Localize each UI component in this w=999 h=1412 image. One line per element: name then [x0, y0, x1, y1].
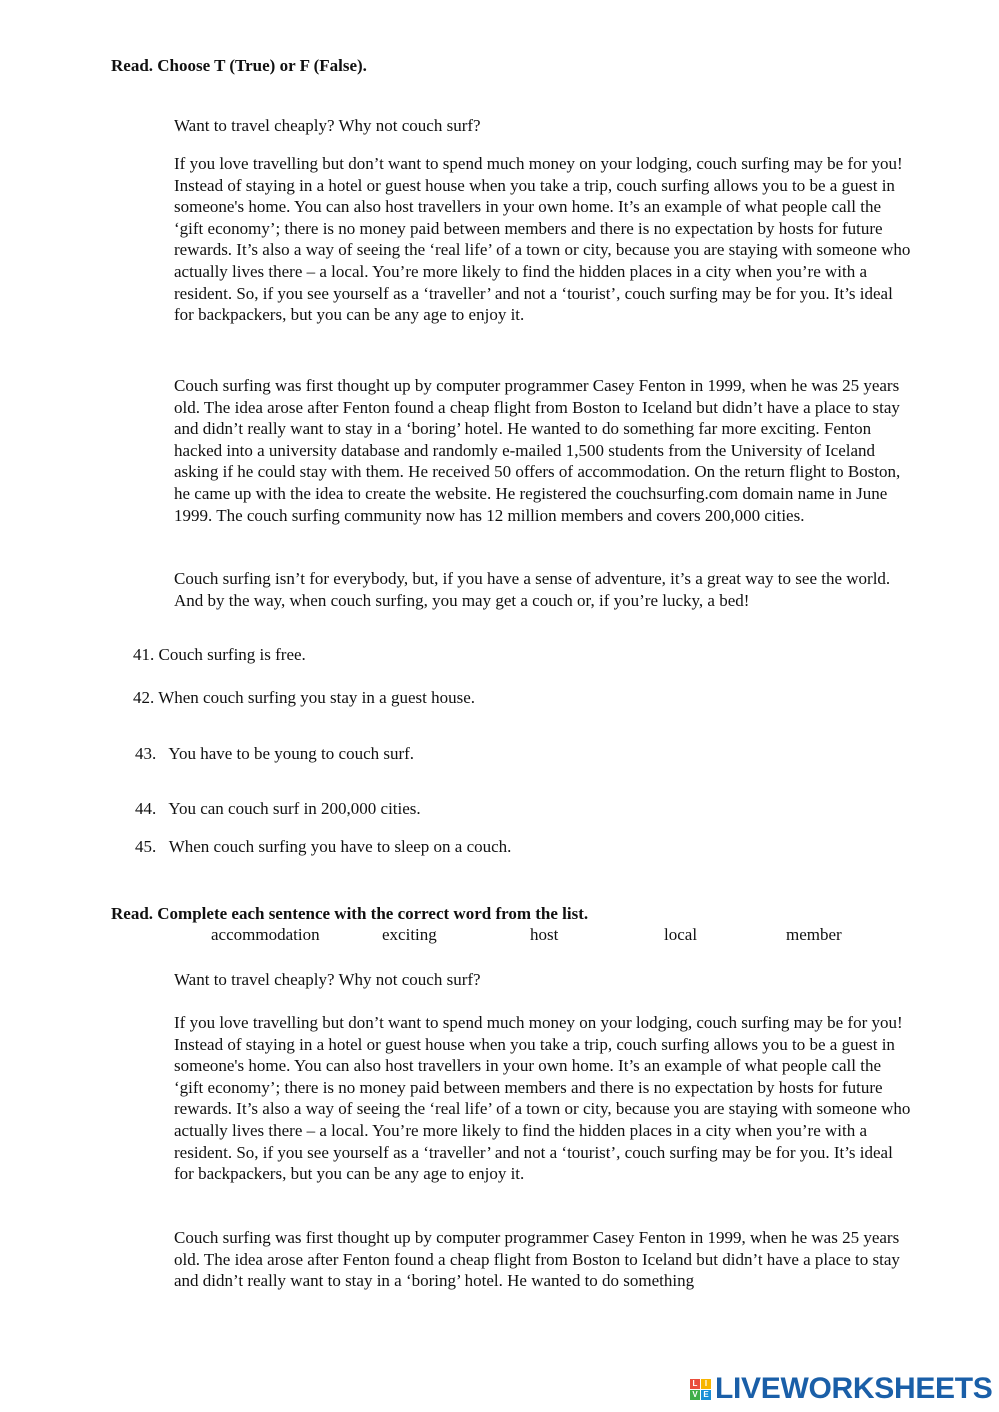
section1-heading: Read. Choose T (True) or F (False). — [111, 56, 367, 75]
word-bank-item: local — [664, 925, 698, 944]
section2-paragraph-1: If you love travelling but don’t want to spend much money on your lodging, couch surfing may be for you! Instead of staying in a hotel or guest house when you take a trip, couch surfing allows you to be a guest in someone's home. You can also host travellers in your own home. It’s an example of what people call the ‘gift economy’; there is no money paid between members and there is no expectation by hosts for future rewards. It’s also a way of seeing the ‘real life’ of a town or city, because you are staying with someone who actually lives there – a local. You’re more likely to find the hidden places in a city when you’re with a resident. So, if you see yourself as a ‘traveller’ and not a ‘tourist’, couch surfing may be for you. It’s ideal for backpackers, but you can be any age to enjoy it. — [174, 1013, 911, 1184]
question-41: 41. Couch surfing is free. — [133, 645, 306, 664]
section2-passage-title: Want to travel cheaply? Why not couch surf? — [174, 970, 481, 989]
section1-paragraph-3: Couch surfing isn’t for everybody, but, if you have a sense of adventure, it’s a great way to see the world. And by the way, when couch surfing, you may get a couch or, if you’re lucky, a bed! — [174, 569, 891, 610]
section2-paragraph-2: Couch surfing was first thought up by computer programmer Casey Fenton in 1999, when he was 25 years old. The idea arose after Fenton found a cheap flight from Boston to Iceland but didn’t have a place to stay and didn’t really want to stay in a ‘boring’ hotel. He wanted to do something — [174, 1228, 900, 1291]
liveworksheets-logo — [690, 1374, 993, 1404]
logo-mark-icon: L I V E — [690, 1379, 711, 1400]
section2-heading: Read. Complete each sentence with the correct word from the list. — [111, 904, 589, 923]
question-45: 45. When couch surfing you have to sleep on a couch. — [135, 837, 512, 856]
logo-text: LIVEWORKSHEETS — [715, 1372, 993, 1405]
word-bank-item: exciting — [382, 925, 437, 944]
question-43: 43. You have to be young to couch surf. — [135, 744, 415, 763]
word-bank-item: host — [530, 925, 559, 944]
word-bank-item: accommodation — [211, 925, 320, 944]
section1-passage-title: Want to travel cheaply? Why not couch surf? — [174, 116, 481, 135]
section1-paragraph-1: If you love travelling but don’t want to spend much money on your lodging, couch surfing may be for you! Instead of staying in a hotel or guest house when you take a trip, couch surfing allows you to be a guest in someone's home. You can also host travellers in your own home. It’s an example of what people call the ‘gift economy’; there is no money paid between members and there is no expectation by hosts for future rewards. It’s also a way of seeing the ‘real life’ of a town or city, because you are staying with someone who actually lives there – a local. You’re more likely to find the hidden places in a city when you’re with a resident. So, if you see yourself as a ‘traveller’ and not a ‘tourist’, couch surfing may be for you. It’s ideal for backpackers, but you can be any age to enjoy it. — [174, 154, 911, 325]
section1-paragraph-2: Couch surfing was first thought up by computer programmer Casey Fenton in 1999, when he was 25 years old. The idea arose after Fenton found a cheap flight from Boston to Iceland but didn’t have a place to stay and didn’t really want to stay in a ‘boring’ hotel. He wanted to do something far more exciting. Fenton hacked into a university database and randomly e-mailed 1,500 students from the University of Iceland asking if he could stay with them. He received 50 offers of accommodation. On the return flight to Boston, he came up with the idea to create the website. He registered the couchsurfing.com domain name in June 1999. The couch surfing community now has 12 million members and covers 200,000 cities. — [174, 376, 901, 525]
question-42: 42. When couch surfing you stay in a guest house. — [133, 688, 475, 707]
question-44: 44. You can couch surf in 200,000 cities. — [135, 799, 421, 818]
word-bank-item: member — [786, 925, 842, 944]
